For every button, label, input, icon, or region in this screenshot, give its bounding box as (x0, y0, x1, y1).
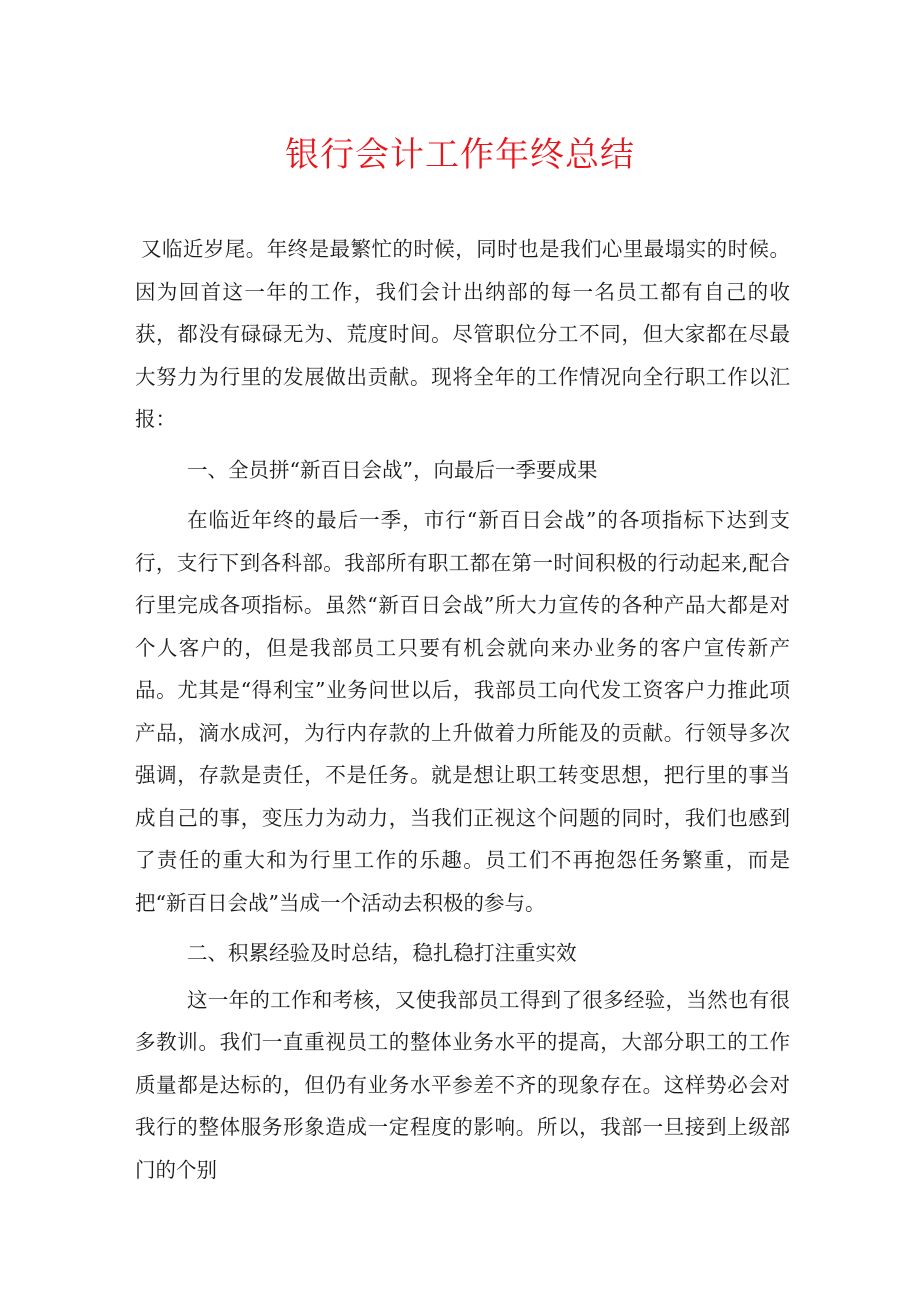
section-heading-2: 二、积累经验及时总结，稳扎稳打注重实效 (187, 941, 577, 965)
document-body (135, 228, 790, 1191)
section-paragraph-2: 这一年的工作和考核，又使我部员工得到了很多经验，当然也有很多教训。我们一直重视员工的整体业务水平的提高，大部分职工的工作质量都是达标的，但仍有业务水平参差不齐的现象存在。这样势必会对我行的整体服务形象造成一定程度的影响。所以，我部一旦接到上级部门的个别 (135, 987, 790, 1182)
section-heading-1: 一、全员拼“新百日会战”，向最后一季要成果 (187, 457, 598, 482)
section-paragraph-1: 在临近年终的最后一季，市行“新百日会战”的各项指标下达到支行，支行下到各科部。我部所有职工都在第一时间积极的行动起来,配合行里完成各项指标。虽然“新百日会战”所大力宣传的各种产品大都是对个人客户的，但是我部员工只要有机会就向来办业务的客户宣传新产品。尤其是“得利宝”业务问世以后，我部员工向代发工资客户力推此项产品，滴水成河，为行内存款的上升做着力所能及的贡献。行领导多次强调，存款是责任，不是任务。就是想让职工转变思想，把行里的事当成自己的事，变压力为动力，当我们正视这个问题的同时，我们也感到了责任的重大和为行里工作的乐趣。员工们不再抱怨任务繁重，而是把“新百日会战”当成一个活动去积极的参与。 (135, 508, 790, 915)
intro-paragraph: 又临近岁尾。年终是最繁忙的时候，同时也是我们心里最塌实的时候。因为回首这一年的工作，我们会计出纳部的每一名员工都有自己的收获，都没有碌碌无为、荒度时间。尽管职位分工不同，但大家都在尽最大努力为行里的发展做出贡献。现将全年的工作情况向全行职工作以汇报： (135, 237, 790, 431)
document-title: 银行会计工作年终总结 (285, 135, 635, 175)
